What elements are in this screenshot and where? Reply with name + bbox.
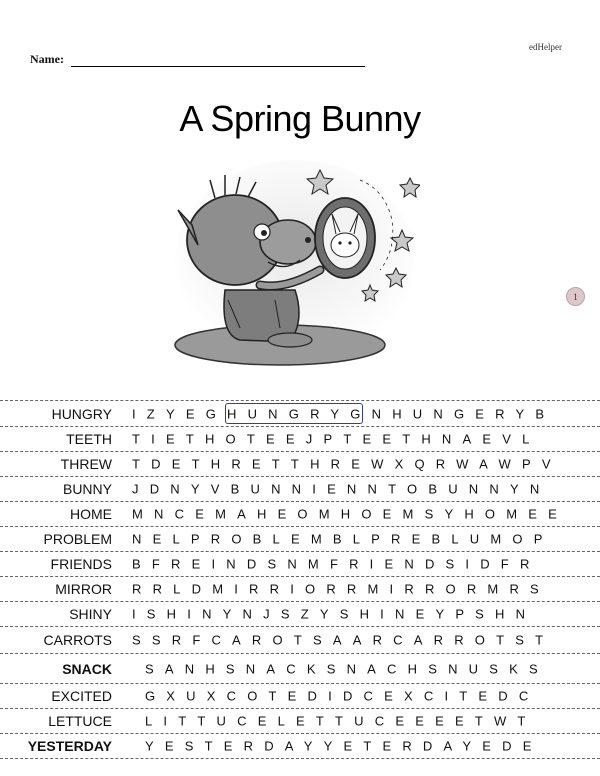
word-label: MIRROR: [55, 581, 112, 597]
puzzle-row: [0, 601, 600, 626]
brand-label: edHelper: [529, 42, 562, 52]
letter-row[interactable]: NELPROBLEMBLPREBLUMOP: [132, 531, 554, 547]
letter-row[interactable]: LITTUCELETTUCEEEETWT: [145, 713, 537, 729]
puzzle-row: [0, 683, 600, 708]
letter-row[interactable]: TIETHOTEEJPTEETHNAEVL: [132, 431, 541, 447]
word-label: SNACK: [62, 660, 112, 677]
word-label: LETTUCE: [48, 713, 112, 729]
page-number-badge[interactable]: 1: [566, 287, 585, 306]
puzzle-row: [0, 451, 600, 476]
word-label: PROBLEM: [43, 531, 112, 547]
letter-row[interactable]: SSRFCAROTSAARCARROTST: [132, 632, 555, 648]
letter-row[interactable]: SANHSNACKSNACHSNUSKS: [145, 661, 549, 676]
puzzle-row: [0, 551, 600, 576]
letter-row[interactable]: TDETHRETTHREWXQRWAWPV: [132, 456, 562, 472]
puzzle-row: [0, 501, 600, 526]
puzzle-row: [0, 576, 600, 601]
name-field: [30, 52, 365, 67]
letter-row[interactable]: RRLDMIRRIORRMIRRORMRS: [132, 581, 550, 597]
puzzle-row: [0, 626, 600, 653]
word-label: EXCITED: [51, 688, 112, 704]
letter-row[interactable]: BFREINDSNMFRIENDSIDFR: [132, 556, 541, 572]
letter-row[interactable]: MNCEMAHEOMHOEMSYHOMEE: [132, 506, 568, 522]
word-label: BUNNY: [62, 481, 112, 497]
puzzle-row: [0, 708, 600, 733]
word-label: THREW: [60, 456, 112, 472]
puzzle-row: [0, 733, 600, 759]
page-title: A Spring Bunny: [179, 98, 421, 139]
puzzle-row: [0, 526, 600, 551]
name-input-line[interactable]: [71, 54, 365, 67]
letter-row[interactable]: GXUXCOTEDIDCEXCITEDC: [145, 688, 540, 704]
puzzle-row: [0, 400, 600, 426]
word-label: YESTERDAY: [27, 738, 112, 754]
puzzle-row: [0, 426, 600, 451]
letter-row[interactable]: YESTERDAYYETERDAYEDE: [145, 738, 543, 754]
name-label: Name:: [30, 52, 64, 66]
letter-row[interactable]: JDNYVBUNNIENNTOBUNNYN: [132, 481, 551, 497]
word-label: SHINY: [69, 606, 112, 622]
puzzle-row: [0, 476, 600, 501]
word-label: TEETH: [66, 431, 112, 447]
word-label: FRIENDS: [50, 556, 112, 572]
letter-row[interactable]: IZYEGHUNGRYGNHUNGERYB: [132, 406, 556, 421]
letter-row[interactable]: ISHINYNJSZYSHINEYPSHN: [132, 606, 537, 622]
word-label: HUNGRY: [51, 405, 112, 422]
word-label: CARROTS: [43, 632, 112, 648]
word-label: HOME: [70, 506, 112, 522]
puzzle-row: [0, 653, 600, 683]
word-search-grid: [0, 400, 600, 759]
troll-with-mirror-illustration: [170, 150, 420, 375]
